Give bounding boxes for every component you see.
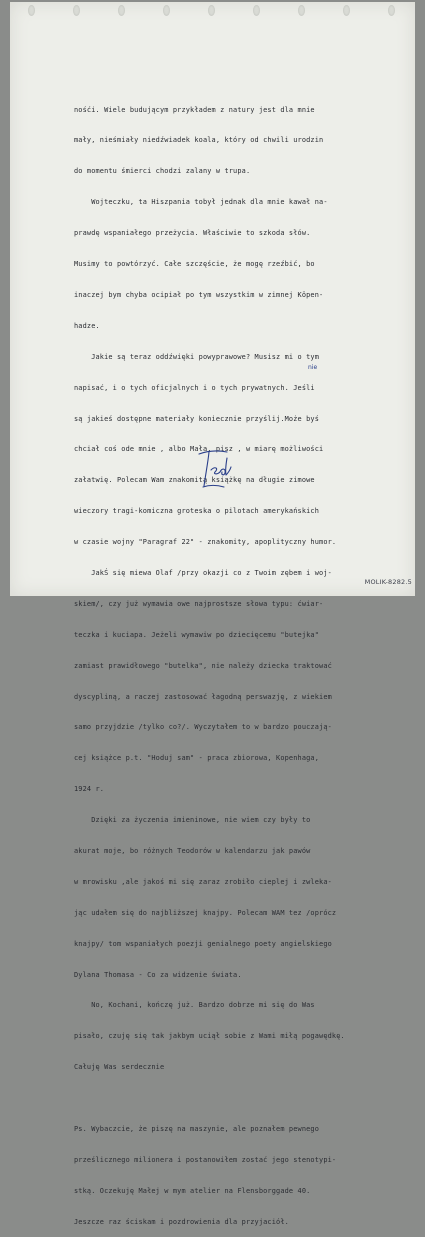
letter-line: akurat moje, bo różnych Teodorów w kalendarzu jak pawów bbox=[74, 846, 311, 855]
letter-line: jąc udałem się do najbliższej knajpy. Polecam WAM tez /oprócz bbox=[74, 908, 337, 917]
perforation-hole bbox=[28, 5, 35, 16]
letter-line: skiem/, czy już wymawia owe najprostsze słowa typu: ćwiar- bbox=[74, 599, 324, 608]
letter-line: nośći. Wiele budującym przykładem z natury jest dla mnie bbox=[74, 105, 315, 114]
handwritten-signature bbox=[197, 448, 233, 492]
letter-line: Dylana Thomasa - Co za widzenie świata. bbox=[74, 970, 242, 979]
typed-letter-body bbox=[74, 84, 345, 1237]
letter-line: mały, nieśmiały niedźwiadek koala, który od chwili urodzin bbox=[74, 136, 324, 145]
letter-line: Ps. Wybaczcie, że piszę na maszynie, ale poznałem pewnego bbox=[74, 1124, 320, 1133]
letter-line: w czasie wojny "Paragraf 22" - znakomity, apoplityczny humor. bbox=[74, 538, 337, 547]
perforation-hole bbox=[163, 5, 170, 16]
archive-reference: MOLIK-8282.5 bbox=[364, 578, 412, 586]
handwritten-insertion: nie bbox=[308, 364, 318, 371]
letter-line: knajpy/ tom wspaniałych poezji genialnego poety angielskiego bbox=[74, 939, 332, 948]
letter-line: 1924 r. bbox=[74, 785, 105, 794]
letter-line: No, Kochani, kończę już. Bardzo dobrze mi się do Was bbox=[74, 1001, 315, 1010]
letter-line bbox=[74, 1093, 345, 1103]
letter-line: Całuję Was serdecznie bbox=[74, 1063, 165, 1072]
letter-line: napisać, i o tych oficjalnych i o tych prywatnych. Jeśli bbox=[74, 383, 315, 392]
letter-line: JakŚ się miewa Olaf /przy okazji co z Twoim zębem i woj- bbox=[74, 568, 332, 577]
letter-line: załatwię. Polecam Wam znakomitą książkę na długie zimowe bbox=[74, 476, 315, 485]
perforation-hole bbox=[343, 5, 350, 16]
letter-line: Jakie są teraz oddźwięki powyprawowe? Musisz mi o tym bbox=[74, 352, 320, 361]
letter-line: w mrowisku ,ale jakoś mi się zaraz zrobiło cieplej i zwleka- bbox=[74, 877, 332, 886]
letter-line: Musimy to powtórzyć. Całe szczęście, że mogę rzeźbić, bo bbox=[74, 260, 315, 269]
perforation-hole bbox=[298, 5, 305, 16]
perforation-hole bbox=[73, 5, 80, 16]
letter-line: Dzięki za życzenia imieninowe, nie wiem czy były to bbox=[74, 816, 311, 825]
letter-line: do momentu śmierci chodzi zalany w trupa. bbox=[74, 167, 251, 176]
letter-line: stką. Oczekuję Małej w mym atelier na Flensborggade 40. bbox=[74, 1186, 311, 1195]
letter-line: dyscypliną, a raczej zastosować łagodną perswazję, z wiekiem bbox=[74, 692, 332, 701]
perforation-hole bbox=[118, 5, 125, 16]
letter-line: pisało, czuję się tak jakbym uciął sobie z Wami miłą pogawędkę. bbox=[74, 1032, 345, 1041]
perforation-hole bbox=[388, 5, 395, 16]
perforation-hole bbox=[208, 5, 215, 16]
letter-line: teczka i kuciapa. Jeżeli wymawiw po dziecięcemu "butejka" bbox=[74, 630, 320, 639]
letter-line: zamiast prawidłowego "butelka", nie należy dziecka traktować bbox=[74, 661, 332, 670]
letter-line: inaczej bym chyba ocipiał po tym wszystkim w zimnej Köpen- bbox=[74, 290, 324, 299]
letter-line: Wojteczku, ta Hiszpania tobył jednak dla mnie kawał na- bbox=[74, 198, 328, 207]
letter-line: wieczory tragi-komiczna groteska o pilotach amerykańskich bbox=[74, 507, 320, 516]
letter-line: chciał coś ode mnie , albo Mała, pisz , w miarę możliwości bbox=[74, 445, 324, 454]
letter-line: prześlicznego milionera i postanowiłem zostać jego stenotypi- bbox=[74, 1155, 337, 1164]
perforation-hole bbox=[253, 5, 260, 16]
letter-line: są jakieś dostępne materiały koniecznie przyślij.Może byś bbox=[74, 414, 320, 423]
letter-line: hadze. bbox=[74, 321, 100, 330]
letter-line: prawdę wspaniałego przeżycia. Właściwie to szkoda słów. bbox=[74, 229, 311, 238]
letter-line: cej książce p.t. "Hoduj sam" - praca zbiorowa, Kopenhaga, bbox=[74, 754, 320, 763]
letter-line: samo przyjdzie /tylko co?/. Wyczytałem to w bardzo pouczają- bbox=[74, 723, 332, 732]
letter-line: Jeszcze raz ściskam i pozdrowienia dla przyjaciół. bbox=[74, 1217, 289, 1226]
